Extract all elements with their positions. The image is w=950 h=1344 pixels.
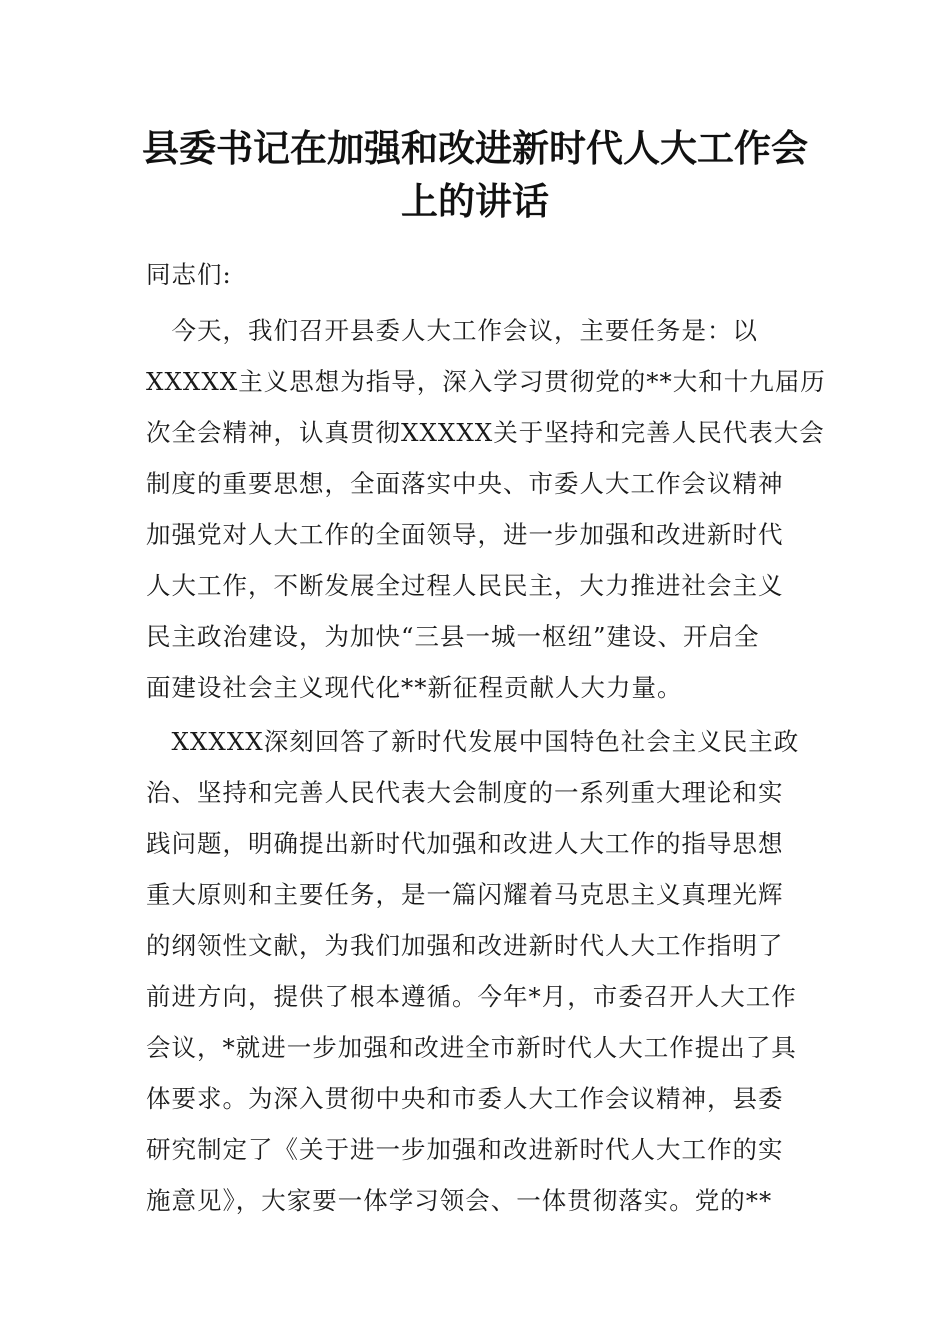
paragraph-line: 体要求。为深入贯彻中央和市委人大工作会议精神，县委 [146, 1084, 784, 1113]
paragraph-line: 次全会精神，认真贯彻XXXXX关于坚持和完善人民代表大会 [146, 418, 825, 447]
paragraph-line: 前进方向，提供了根本遵循。今年*月，市委召开人大工作 [146, 982, 797, 1011]
paragraph-line: 践问题，明确提出新时代加强和改进人大工作的指导思想 [146, 829, 784, 858]
paragraph-line: 会议，*就进一步加强和改进全市新时代人大工作提出了具 [146, 1033, 797, 1062]
paragraph-line: 研究制定了《关于进一步加强和改进新时代人大工作的实 [146, 1135, 784, 1164]
paragraph-line: 的纲领性文献，为我们加强和改进新时代人大工作指明了 [146, 931, 784, 960]
paragraph-line: 人大工作，不断发展全过程人民民主，大力推进社会主义 [146, 571, 784, 600]
paragraph-line: 民主政治建设，为加快“三县一城一枢纽”建设、开启全 [146, 622, 760, 651]
paragraph-line: 治、坚持和完善人民代表大会制度的一系列重大理论和实 [146, 778, 784, 807]
document-title-line-2: 上的讲话 [401, 179, 549, 223]
document-title-line-1: 县委书记在加强和改进新时代人大工作会 [142, 126, 808, 170]
paragraph-line: 今天，我们召开县委人大工作会议，主要任务是：以 [146, 316, 758, 345]
paragraph-line: 面建设社会主义现代化**新征程贡献人大力量。 [146, 673, 683, 702]
paragraph-line: 制度的重要思想，全面落实中央、市委人大工作会议精神 [146, 469, 784, 498]
paragraph-line: XXXXX深刻回答了新时代发展中国特色社会主义民主政 [146, 727, 800, 756]
paragraph-line: 施意见》，大家要一体学习领会、一体贯彻落实。党的** [146, 1186, 773, 1215]
paragraph-line: XXXXX主义思想为指导，深入学习贯彻党的**大和十九届历 [146, 367, 826, 396]
paragraph-line: 加强党对人大工作的全面领导，进一步加强和改进新时代 [146, 520, 784, 549]
paragraph-line: 重大原则和主要任务，是一篇闪耀着马克思主义真理光辉 [146, 880, 784, 909]
salutation: 同志们: [146, 260, 232, 289]
